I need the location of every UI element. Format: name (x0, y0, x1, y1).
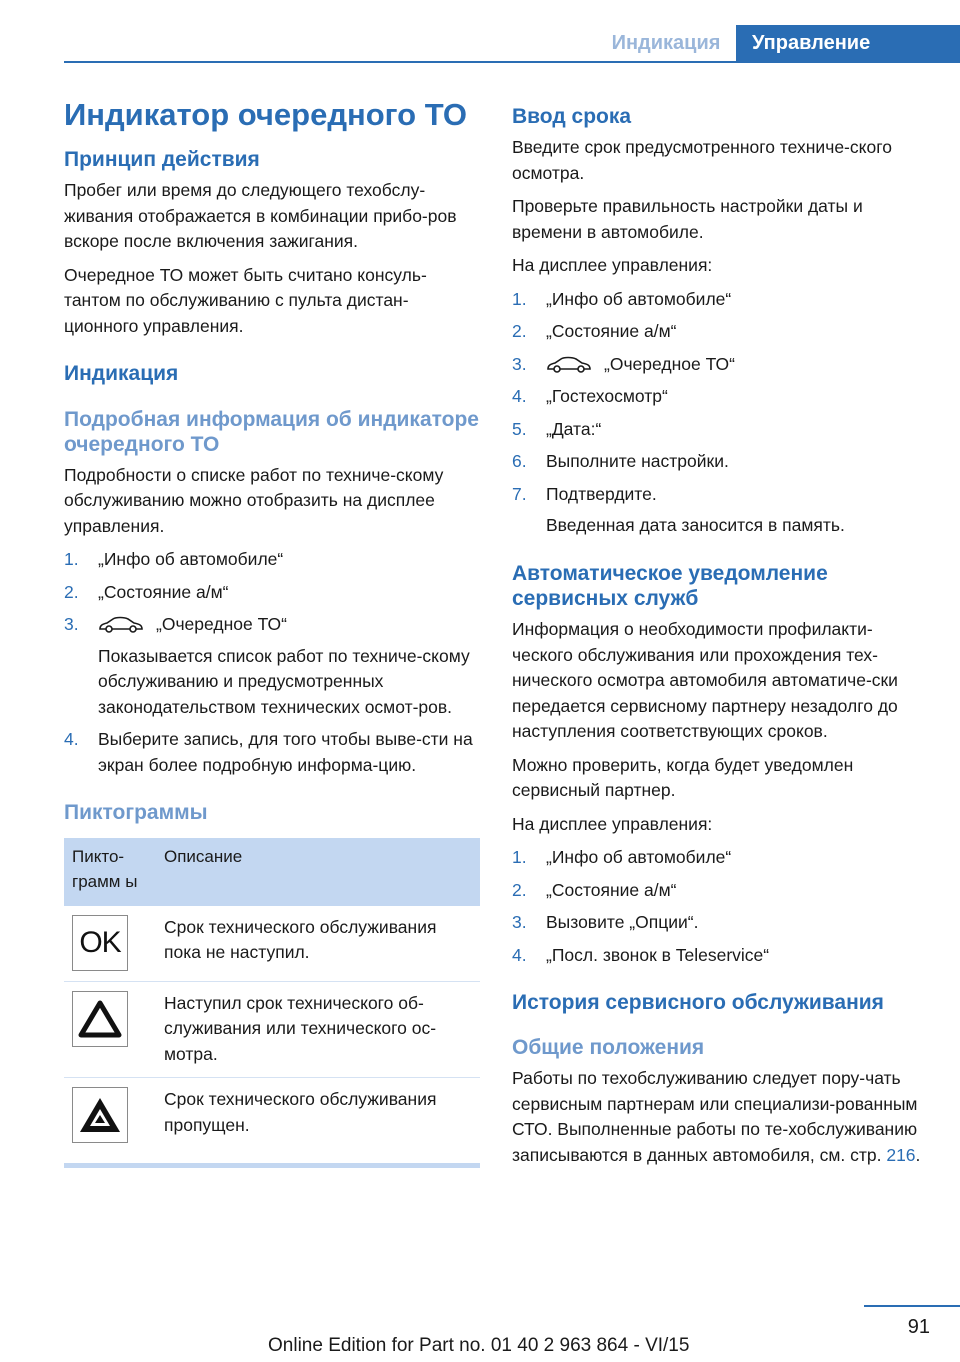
table-cell-description: Срок технического обслуживания пока не наступил. (156, 906, 480, 982)
page-number: 91 (907, 1316, 930, 1338)
list-item (512, 482, 928, 539)
step-text: „Состояние а/м“ (546, 879, 677, 900)
list-item (512, 449, 928, 475)
list-item (512, 287, 928, 313)
table-row (64, 1078, 480, 1166)
list-item (512, 845, 928, 871)
display-heading: Индикация (64, 362, 179, 386)
step-number: 1. (512, 288, 527, 309)
auto-notification-heading: Автоматическое уведомление сервисных служб (512, 561, 828, 610)
list-item (64, 612, 480, 720)
table-row (64, 906, 480, 982)
step-number: 4. (512, 386, 527, 407)
footer-rule (864, 1305, 960, 1307)
step-text: „Инфо об автомобиле“ (98, 549, 284, 570)
step-text: Выберите запись, для того чтобы выве-сти на экран более подробную информа-цию. (98, 729, 473, 775)
step-text: „Состояние а/м“ (546, 321, 677, 342)
step-number: 3. (512, 912, 527, 933)
step-text: Вызовите „Опции“. (546, 912, 699, 933)
step-number: 1. (512, 847, 527, 868)
auto-paragraph-3: На дисплее управления: (512, 813, 713, 834)
header-rule (64, 61, 960, 63)
car-icon (98, 614, 144, 634)
auto-paragraph-1: Информация о необходимости профилакти-ческого обслуживания или прохождения тех-нического осмотра автомобиля автоматиче-ски передается сервисному партнеру незадолго до наступления соответствующих сроков. (512, 619, 898, 742)
auto-steps (512, 845, 928, 968)
details-steps (64, 547, 480, 778)
date-paragraph-3: На дисплее управления: (512, 255, 713, 276)
date-paragraph-1: Введите срок предусмотренного техниче-ского осмотра. (512, 137, 892, 183)
auto-paragraph-2: Можно проверить, когда будет уведомлен сервисный партнер. (512, 754, 854, 801)
step-number: 2. (512, 321, 527, 342)
table-header-pictogram: Пикто-грамм ы (64, 838, 156, 906)
header-tab-indication[interactable]: Индикация (611, 32, 721, 54)
list-item (512, 319, 928, 345)
step-number: 4. (512, 944, 527, 965)
step-number: 5. (512, 418, 527, 439)
table-cell-description: Наступил срок технического об-служивания или технического ос-мотра. (156, 981, 480, 1078)
list-item (512, 943, 928, 969)
list-item (512, 910, 928, 936)
car-icon (546, 354, 592, 374)
filled-warning-triangle-icon (72, 1087, 128, 1143)
list-item (512, 384, 928, 410)
right-column (512, 96, 928, 1176)
edition-note: Online Edition for Part no. 01 40 2 963 864 - VI/15 (268, 1335, 690, 1356)
service-history-heading: История сервисного обслуживания (512, 991, 884, 1015)
step-text: „Гостехосмотр“ (546, 386, 668, 407)
step-number: 4. (64, 729, 79, 750)
table-row (64, 981, 480, 1078)
left-column (64, 96, 480, 1168)
step-text: „Очередное ТО“ (604, 353, 735, 374)
step-text: „Посл. звонок в Teleservice“ (546, 944, 770, 965)
step-text: „Состояние а/м“ (98, 581, 229, 602)
step-number: 1. (64, 549, 79, 570)
date-heading: Ввод срока (512, 105, 632, 128)
step-number: 3. (512, 353, 527, 374)
page-title: Индикатор очередного ТО (64, 97, 467, 132)
date-steps (512, 287, 928, 539)
table-cell-description: Срок технического обслуживания пропущен. (156, 1078, 480, 1166)
step-text: „Очередное ТО“ (156, 614, 287, 635)
step-text: Подтвердите. (546, 483, 657, 504)
principle-heading: Принцип действия (64, 148, 260, 172)
step-text: „Дата:“ (546, 418, 602, 439)
principle-paragraph-2: Очередное ТО может быть считано консуль-тантом по обслуживанию с пульта дистан-ционного управления. (64, 264, 427, 336)
list-item (64, 727, 480, 778)
step-text: Выполните настройки. (546, 451, 729, 472)
step-text: „Инфо об автомобиле“ (546, 288, 732, 309)
table-header-description: Описание (156, 838, 480, 906)
warning-triangle-icon (72, 991, 128, 1047)
step-subtext: Введенная дата заносится в память. (546, 515, 845, 536)
list-item (512, 878, 928, 904)
step-number: 3. (64, 614, 79, 635)
pictograms-heading: Пиктограммы (64, 801, 208, 825)
ok-icon: OK (72, 915, 128, 971)
header-tab-controls[interactable]: Управление (736, 25, 960, 61)
step-number: 2. (64, 581, 79, 602)
step-number: 7. (512, 483, 527, 504)
list-item (64, 547, 480, 573)
details-heading: Подробная информация об индикаторе очередного ТО (64, 407, 479, 456)
details-paragraph: Подробности о списке работ по техниче-скому обслуживанию можно отобразить на дисплее управления. (64, 464, 444, 536)
list-item (512, 417, 928, 443)
page-link[interactable]: 216 (886, 1144, 916, 1165)
step-number: 2. (512, 879, 527, 900)
principle-paragraph-1: Пробег или время до следующего техобслу-живания отображается в комбинации прибо-ров вскоре после включения зажигания. (64, 180, 457, 252)
date-paragraph-2: Проверьте правильность настройки даты и времени в автомобиле. (512, 196, 863, 242)
general-heading: Общие положения (512, 1036, 705, 1060)
step-subtext: Показывается список работ по техниче-скому обслуживанию и предусмотренных законодательством технических осмот-ров. (98, 645, 470, 717)
list-item (512, 352, 928, 378)
pictograms-table (64, 838, 480, 1169)
list-item (64, 580, 480, 606)
general-paragraph: Работы по техобслуживанию следует пору-чать сервисным партнерам или специализи-рованным СТО. Выполненные работы по те-хобслуживанию записываются в данных автомобиля, см. стр. 216. (512, 1068, 921, 1165)
step-text: „Инфо об автомобиле“ (546, 847, 732, 868)
step-number: 6. (512, 451, 527, 472)
